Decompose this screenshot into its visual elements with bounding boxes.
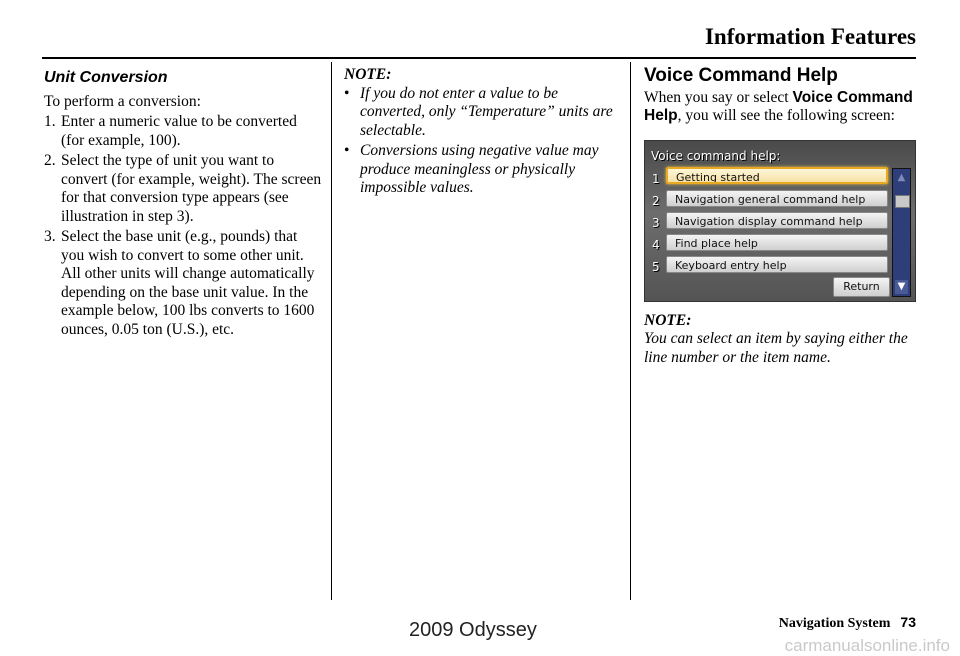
row-number: 5 <box>652 259 660 274</box>
header-title: Information Features <box>704 24 916 49</box>
return-button[interactable]: Return <box>833 277 890 297</box>
bullet-dot: • <box>344 142 350 159</box>
page-footer <box>779 614 916 632</box>
section-heading: Voice Command Help <box>644 65 838 86</box>
voice-command-help-section <box>644 66 916 369</box>
intro-text: To perform a conversion: <box>44 92 201 110</box>
step-number: 1. <box>44 113 56 130</box>
bullet-text: Conversions using negative value may produce meaningless or physically impossible values. <box>360 142 599 196</box>
note-bullet <box>344 85 620 141</box>
menu-item-navigation-general[interactable]: Navigation general command help <box>666 190 888 207</box>
conversion-note-section <box>344 66 620 200</box>
voice-help-screen <box>644 140 916 302</box>
steps-list <box>44 113 322 339</box>
bullet-dot: • <box>344 84 350 102</box>
row-number: 1 <box>652 171 660 186</box>
step-text: Select the type of unit you want to convert (for example, weight). The screen for that conversion type appears (see illustration in step 3). <box>61 152 322 225</box>
column-divider <box>630 62 631 600</box>
note-text: You can select an item by saying either the line number or the item name. <box>644 330 908 366</box>
column-divider <box>331 62 332 600</box>
menu-item-navigation-display[interactable]: Navigation display command help <box>666 212 888 229</box>
scroll-down-icon[interactable]: ▼ <box>895 280 908 294</box>
step-item <box>44 113 322 150</box>
row-number: 4 <box>652 237 660 252</box>
step-number: 3. <box>44 228 56 245</box>
intro-pre: When you say or select <box>644 88 793 106</box>
section-heading: Unit Conversion <box>44 69 168 86</box>
unit-conversion-section <box>44 66 322 341</box>
intro-post: , you will see the following screen: <box>677 107 895 124</box>
watermark-site: carmanualsonline.info <box>784 636 950 655</box>
footer-section: Navigation System <box>778 616 891 631</box>
step-number: 2. <box>44 152 56 169</box>
intro-command: Voice Command Help <box>644 88 913 124</box>
row-number: 3 <box>652 215 660 230</box>
intro-text <box>644 89 916 126</box>
watermark-model: 2009 Odyssey <box>409 619 537 641</box>
step-item <box>44 228 322 339</box>
note-label: NOTE: <box>644 311 692 329</box>
screen-title: Voice command help: <box>651 148 781 163</box>
scroll-thumb[interactable] <box>895 195 910 208</box>
bullet-text: If you do not enter a value to be converted, only “Temperature” units are selectable. <box>360 84 613 139</box>
note-bullets <box>344 85 620 198</box>
scrollbar[interactable] <box>892 168 911 297</box>
note-bullet <box>344 142 620 198</box>
menu-item-getting-started[interactable]: Getting started <box>666 167 888 184</box>
menu-item-find-place[interactable]: Find place help <box>666 234 888 251</box>
scroll-up-icon[interactable]: ▲ <box>897 171 906 183</box>
row-number: 2 <box>652 193 660 208</box>
step-text: Enter a numeric value to be converted (for example, 100). <box>61 113 297 149</box>
page-number: 73 <box>900 614 916 630</box>
step-text: Select the base unit (e.g., pounds) that you wish to convert to some other unit. All other units will change automatically depending on the base unit value. In the example below, 100 lbs converts to 1600 ounces, 0.05 ton (U.S.), etc. <box>61 228 315 338</box>
note-label: NOTE: <box>344 66 392 83</box>
step-item <box>44 152 322 226</box>
header-rule <box>42 57 916 59</box>
menu-item-keyboard-entry[interactable]: Keyboard entry help <box>666 256 888 273</box>
